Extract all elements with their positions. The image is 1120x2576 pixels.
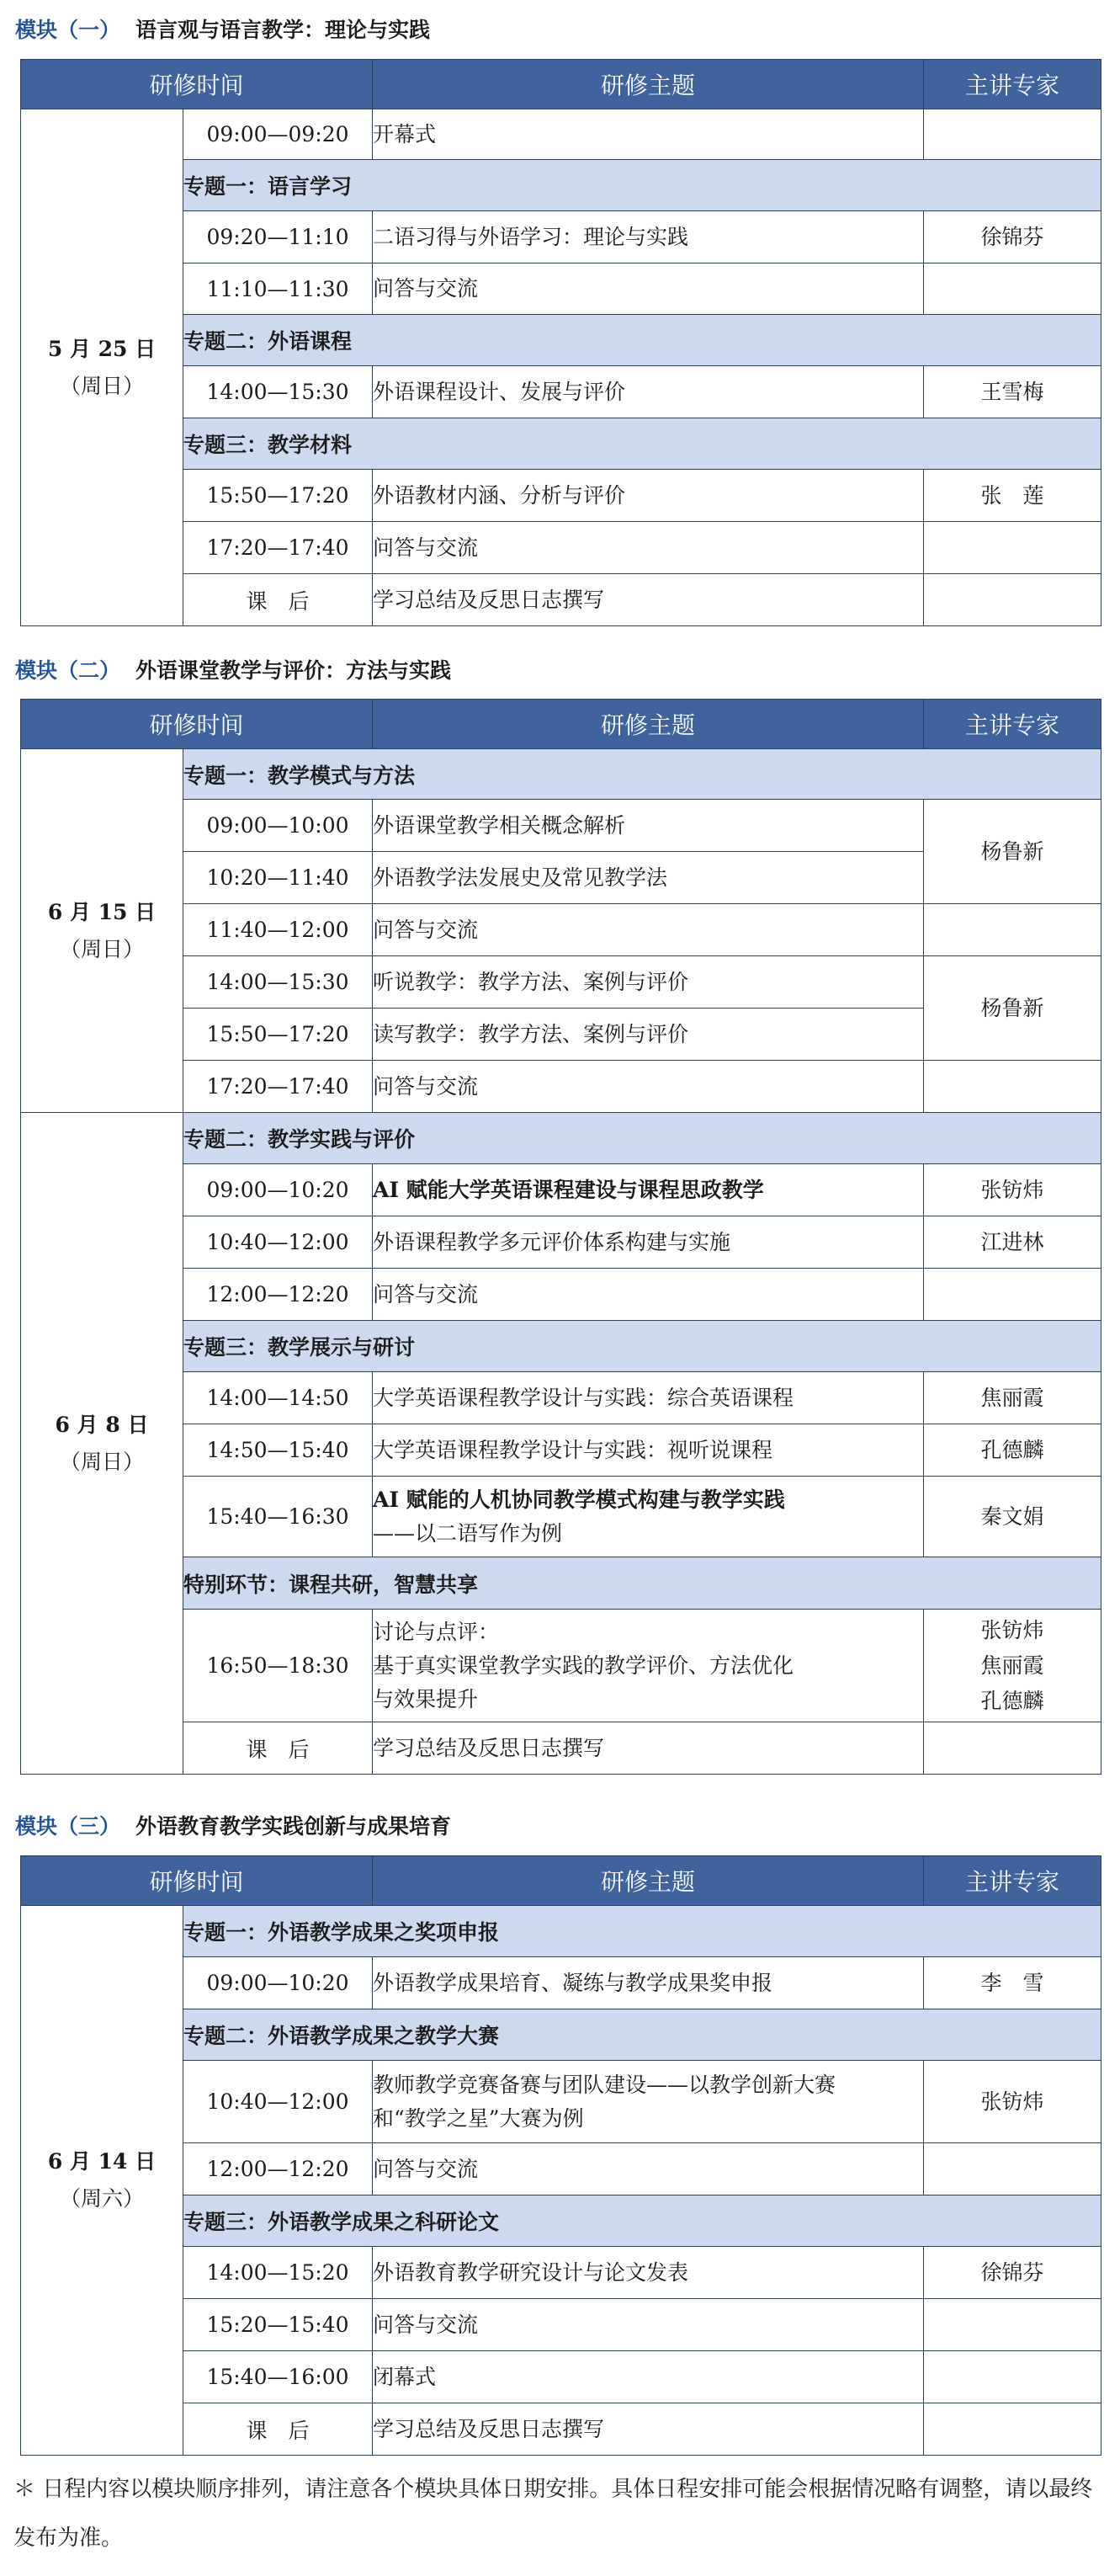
table-row <box>21 800 1101 852</box>
table-row <box>21 956 1101 1009</box>
header-time: 研修时间 <box>21 1856 373 1906</box>
section-row <box>21 1557 1101 1610</box>
date-cell <box>21 749 183 1113</box>
speaker-cell: 徐锦芬 <box>924 211 1101 263</box>
time-cell: 11:10—11:30 <box>183 263 373 315</box>
section-row <box>21 749 1101 800</box>
time-cell: 16:50—18:30 <box>183 1610 373 1722</box>
header-time: 研修时间 <box>21 60 373 109</box>
section-row <box>21 1113 1101 1164</box>
speaker-cell <box>924 2143 1101 2195</box>
time-cell: 课 后 <box>183 1722 373 1775</box>
topic-cell: 闭幕式 <box>373 2351 924 2403</box>
speaker-cell: 秦文娟 <box>924 1477 1101 1557</box>
topic-cell: 学习总结及反思日志撰写 <box>373 1722 924 1775</box>
table-row <box>21 1372 1101 1424</box>
topic-cell: 外语教学法发展史及常见教学法 <box>373 852 924 904</box>
header-topic: 研修主题 <box>373 700 924 749</box>
module-3-title: 外语教育教学实践创新与成果培育 <box>135 1814 452 1839</box>
speaker-name: 孔德麟 <box>980 1688 1044 1713</box>
header-speaker: 主讲专家 <box>924 1856 1101 1906</box>
topic-cell: AI 赋能大学英语课程建设与课程思政教学 <box>373 1164 924 1216</box>
module-1-title: 语言观与语言教学：理论与实践 <box>135 18 431 42</box>
time-cell: 14:50—15:40 <box>183 1424 373 1477</box>
header-topic: 研修主题 <box>373 60 924 109</box>
weekday-text: （周六） <box>59 2186 144 2211</box>
date-text: 5 月 25 日 <box>47 336 157 361</box>
time-cell: 课 后 <box>183 2403 373 2456</box>
speaker-cell <box>924 522 1101 574</box>
speaker-cell: 徐锦芬 <box>924 2247 1101 2299</box>
time-cell: 14:00—15:30 <box>183 956 373 1009</box>
time-cell: 15:40—16:00 <box>183 2351 373 2403</box>
table-row <box>21 2299 1101 2351</box>
table-row <box>21 2061 1101 2143</box>
topic-line: 与效果提升 <box>373 1686 479 1711</box>
time-cell: 17:20—17:40 <box>183 1061 373 1113</box>
module-2-heading <box>15 652 451 689</box>
module-1-heading <box>15 12 430 49</box>
topic-cell: 问答与交流 <box>373 1061 924 1113</box>
table-row <box>21 1722 1101 1775</box>
section-title: 专题二：外语教学成果之教学大赛 <box>183 2009 1101 2061</box>
section-row <box>21 1321 1101 1372</box>
date-text: 6 月 15 日 <box>47 899 157 924</box>
topic-line: ——以二语写作为例 <box>373 1520 563 1546</box>
topic-cell: 外语课堂教学相关概念解析 <box>373 800 924 852</box>
section-title: 专题一：语言学习 <box>183 160 1101 211</box>
time-cell: 15:20—15:40 <box>183 2299 373 2351</box>
weekday-text: （周日） <box>59 936 144 961</box>
speaker-name: 焦丽霞 <box>980 1653 1044 1678</box>
module-2-label: 模块（二） <box>15 658 121 683</box>
speaker-cell <box>924 2403 1101 2456</box>
table-row <box>21 574 1101 626</box>
module-3-table <box>20 1855 1101 2456</box>
topic-cell: 外语课程教学多元评价体系构建与实施 <box>373 1216 924 1269</box>
header-topic: 研修主题 <box>373 1856 924 1906</box>
time-cell: 15:50—17:20 <box>183 1009 373 1061</box>
topic-cell: 问答与交流 <box>373 1269 924 1321</box>
table-row <box>21 1424 1101 1477</box>
date-cell <box>21 1113 183 1775</box>
topic-cell: 二语习得与外语学习：理论与实践 <box>373 211 924 263</box>
time-cell: 17:20—17:40 <box>183 522 373 574</box>
date-cell <box>21 109 183 626</box>
speaker-cell <box>924 904 1101 956</box>
topic-cell: 问答与交流 <box>373 904 924 956</box>
speaker-cell: 杨鲁新 <box>924 956 1101 1061</box>
table-row <box>21 522 1101 574</box>
table-row <box>21 1610 1101 1722</box>
speaker-cell <box>924 1722 1101 1775</box>
speaker-cell <box>924 2351 1101 2403</box>
time-cell: 10:20—11:40 <box>183 852 373 904</box>
section-title: 专题三：教学展示与研讨 <box>183 1321 1101 1372</box>
time-cell: 14:00—14:50 <box>183 1372 373 1424</box>
table-row <box>21 366 1101 418</box>
time-cell: 09:00—09:20 <box>183 109 373 160</box>
topic-cell: 外语教材内涵、分析与评价 <box>373 470 924 522</box>
time-cell: 12:00—12:20 <box>183 2143 373 2195</box>
time-cell: 10:40—12:00 <box>183 1216 373 1269</box>
speaker-cell <box>924 1269 1101 1321</box>
section-title: 专题三：外语教学成果之科研论文 <box>183 2195 1101 2247</box>
table-row <box>21 904 1101 956</box>
topic-line: AI 赋能的人机协同教学模式构建与教学实践 <box>373 1487 785 1512</box>
section-title: 专题二：外语课程 <box>183 315 1101 366</box>
speaker-cell: 江进林 <box>924 1216 1101 1269</box>
topic-line: 和“教学之星”大赛为例 <box>373 2105 584 2131</box>
time-cell: 09:00—10:20 <box>183 1164 373 1216</box>
topic-cell: 问答与交流 <box>373 522 924 574</box>
topic-cell: 大学英语课程教学设计与实践：视听说课程 <box>373 1424 924 1477</box>
speaker-cell: 李 雪 <box>924 1957 1101 2009</box>
speaker-cell: 王雪梅 <box>924 366 1101 418</box>
speaker-cell: 孔德麟 <box>924 1424 1101 1477</box>
date-text: 6 月 8 日 <box>55 1412 149 1437</box>
topic-line: 教师教学竞赛备赛与团队建设——以教学创新大赛 <box>373 2072 836 2097</box>
section-row <box>21 160 1101 211</box>
section-title: 专题一：教学模式与方法 <box>183 749 1101 800</box>
speaker-cell <box>924 263 1101 315</box>
footnote: ＊ 日程内容以模块顺序排列，请注意各个模块具体日期安排。具体日程安排可能会根据情况略有调整，请以最终发布为准。 <box>13 2477 1093 2551</box>
speaker-cell: 张钫炜 <box>924 1164 1101 1216</box>
speaker-cell <box>924 109 1101 160</box>
time-cell: 09:20—11:10 <box>183 211 373 263</box>
time-cell: 15:40—16:30 <box>183 1477 373 1557</box>
section-row <box>21 315 1101 366</box>
speaker-cell <box>924 574 1101 626</box>
table-header-row <box>21 700 1101 749</box>
topic-cell: 学习总结及反思日志撰写 <box>373 574 924 626</box>
topic-cell: 外语教学成果培育、凝练与教学成果奖申报 <box>373 1957 924 2009</box>
module-1-label: 模块（一） <box>15 18 121 42</box>
speaker-name: 张钫炜 <box>980 1617 1044 1642</box>
topic-line: 讨论与点评： <box>373 1619 500 1644</box>
section-row <box>21 2009 1101 2061</box>
table-header-row <box>21 60 1101 109</box>
table-row <box>21 1477 1101 1557</box>
table-row <box>21 2143 1101 2195</box>
header-speaker: 主讲专家 <box>924 60 1101 109</box>
table-row <box>21 2351 1101 2403</box>
weekday-text: （周日） <box>59 373 144 398</box>
topic-cell <box>373 2061 924 2143</box>
time-cell: 09:00—10:20 <box>183 1957 373 2009</box>
table-row <box>21 1957 1101 2009</box>
table-row <box>21 470 1101 522</box>
section-row <box>21 1906 1101 1957</box>
date-text: 6 月 14 日 <box>47 2149 157 2174</box>
topic-cell: 听说教学：教学方法、案例与评价 <box>373 956 924 1009</box>
table-row <box>21 109 1101 160</box>
time-cell: 11:40—12:00 <box>183 904 373 956</box>
topic-cell <box>373 1477 924 1557</box>
section-title: 专题二：教学实践与评价 <box>183 1113 1101 1164</box>
topic-line: 基于真实课堂教学实践的教学评价、方法优化 <box>373 1653 794 1678</box>
speaker-cell: 焦丽霞 <box>924 1372 1101 1424</box>
weekday-text: （周日） <box>59 1449 144 1474</box>
time-cell: 12:00—12:20 <box>183 1269 373 1321</box>
topic-cell: 读写教学：教学方法、案例与评价 <box>373 1009 924 1061</box>
speaker-cell <box>924 2299 1101 2351</box>
speaker-cell: 杨鲁新 <box>924 800 1101 904</box>
table-row <box>21 1216 1101 1269</box>
module-1-table <box>20 59 1101 626</box>
section-row <box>21 418 1101 470</box>
time-cell: 14:00—15:20 <box>183 2247 373 2299</box>
section-title: 专题一：外语教学成果之奖项申报 <box>183 1906 1101 1957</box>
topic-cell: 外语教育教学研究设计与论文发表 <box>373 2247 924 2299</box>
table-row <box>21 263 1101 315</box>
header-speaker: 主讲专家 <box>924 700 1101 749</box>
module-3-label: 模块（三） <box>15 1814 121 1839</box>
section-title: 特别环节：课程共研，智慧共享 <box>183 1557 1101 1610</box>
time-cell: 14:00—15:30 <box>183 366 373 418</box>
speaker-cell <box>924 1610 1101 1722</box>
time-cell: 课 后 <box>183 574 373 626</box>
time-cell: 10:40—12:00 <box>183 2061 373 2143</box>
topic-cell: 外语课程设计、发展与评价 <box>373 366 924 418</box>
speaker-cell: 张钫炜 <box>924 2061 1101 2143</box>
table-row <box>21 1164 1101 1216</box>
table-row <box>21 2247 1101 2299</box>
speaker-cell: 张 莲 <box>924 470 1101 522</box>
topic-cell: 学习总结及反思日志撰写 <box>373 2403 924 2456</box>
date-cell <box>21 1906 183 2456</box>
time-cell: 15:50—17:20 <box>183 470 373 522</box>
module-3-heading <box>15 1808 451 1845</box>
table-row <box>21 1269 1101 1321</box>
topic-cell: 大学英语课程教学设计与实践：综合英语课程 <box>373 1372 924 1424</box>
module-2-title: 外语课堂教学与评价：方法与实践 <box>135 658 452 683</box>
topic-cell <box>373 1610 924 1722</box>
topic-cell: 问答与交流 <box>373 2143 924 2195</box>
table-row <box>21 2403 1101 2456</box>
section-title: 专题三：教学材料 <box>183 418 1101 470</box>
topic-cell: 开幕式 <box>373 109 924 160</box>
topic-cell: 问答与交流 <box>373 263 924 315</box>
table-header-row <box>21 1856 1101 1906</box>
table-row <box>21 211 1101 263</box>
table-row <box>21 1061 1101 1113</box>
module-2-table <box>20 699 1101 1775</box>
time-cell: 09:00—10:00 <box>183 800 373 852</box>
topic-cell: 问答与交流 <box>373 2299 924 2351</box>
speaker-cell <box>924 1061 1101 1113</box>
section-row <box>21 2195 1101 2247</box>
header-time: 研修时间 <box>21 700 373 749</box>
